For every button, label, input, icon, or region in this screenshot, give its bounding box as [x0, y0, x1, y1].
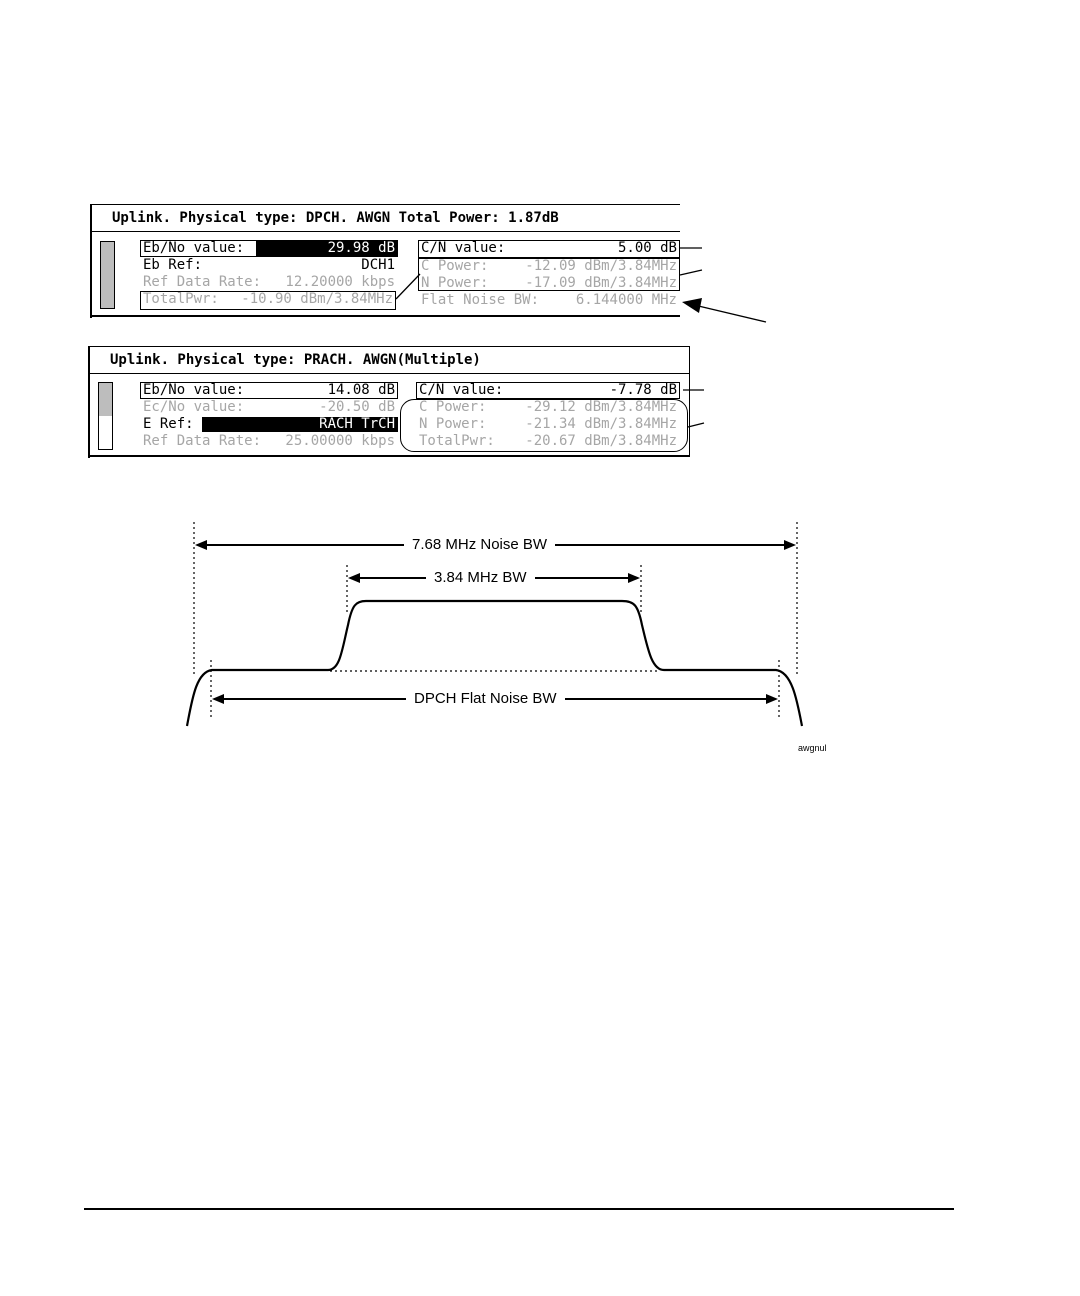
flat-noise-bw-label: Flat Noise BW: — [421, 292, 540, 308]
ebno-value: 29.98 dB — [327, 240, 395, 256]
cn-value: 5.00 dB — [617, 240, 677, 256]
arrowhead-left-icon — [348, 573, 360, 583]
ref-data-rate-value: 12.20000 kbps — [285, 274, 395, 290]
figure-id: awgnul — [798, 743, 827, 753]
eref-value: RACH TrCH — [319, 416, 395, 432]
ebno-label: Eb/No value: — [143, 240, 245, 256]
arrowhead-right-icon — [784, 540, 796, 550]
cn-value: -7.78 dB — [609, 382, 677, 398]
flat-noise-bw-label: DPCH Flat Noise BW — [406, 690, 565, 708]
total-power-value: -10.90 dBm/3.84MHz — [241, 291, 393, 307]
ebref-value: DCH1 — [361, 257, 395, 273]
ebno-label: Eb/No value: — [143, 382, 245, 398]
ecno-value: -20.50 dB — [319, 399, 395, 415]
n-power-value: -21.34 dBm/3.84MHz — [525, 416, 677, 432]
c-power-label: C Power: — [419, 399, 487, 415]
ebref-label: Eb Ref: — [143, 257, 203, 273]
total-power-label: TotalPwr: — [143, 291, 219, 307]
arrowhead-right-icon — [766, 694, 778, 704]
ref-data-rate-value: 25.00000 kbps — [285, 433, 395, 449]
n-power-value: -17.09 dBm/3.84MHz — [525, 275, 677, 291]
c-power-value: -12.09 dBm/3.84MHz — [525, 258, 677, 274]
panel-title: Uplink. Physical type: PRACH. AWGN(Multiple) — [110, 352, 481, 368]
ecno-label: Ec/No value: — [143, 399, 245, 415]
noise-bw-label: 7.68 MHz Noise BW — [404, 536, 555, 554]
c-power-label: C Power: — [421, 258, 489, 274]
eref-label: E Ref: — [143, 416, 194, 432]
flat-noise-bw-value: 6.144000 MHz — [575, 292, 677, 308]
c-power-value: -29.12 dBm/3.84MHz — [525, 399, 677, 415]
arrowhead-left-icon — [195, 540, 207, 550]
cn-label: C/N value: — [421, 240, 506, 256]
arrowhead-left-icon — [212, 694, 224, 704]
n-power-label: N Power: — [421, 275, 489, 291]
panel-title: Uplink. Physical type: DPCH. AWGN Total Power: 1.87dB — [112, 210, 559, 226]
total-power-value: -20.67 dBm/3.84MHz — [525, 433, 677, 449]
ref-data-rate-label: Ref Data Rate: — [143, 274, 262, 290]
total-power-label: TotalPwr: — [419, 433, 495, 449]
n-power-label: N Power: — [419, 416, 487, 432]
arrowhead-right-icon — [628, 573, 640, 583]
signal-bw-label: 3.84 MHz BW — [426, 569, 535, 587]
ref-data-rate-label: Ref Data Rate: — [143, 433, 262, 449]
cn-label: C/N value: — [419, 382, 504, 398]
footer-rule — [84, 1208, 954, 1210]
ebno-value: 14.08 dB — [327, 382, 395, 398]
